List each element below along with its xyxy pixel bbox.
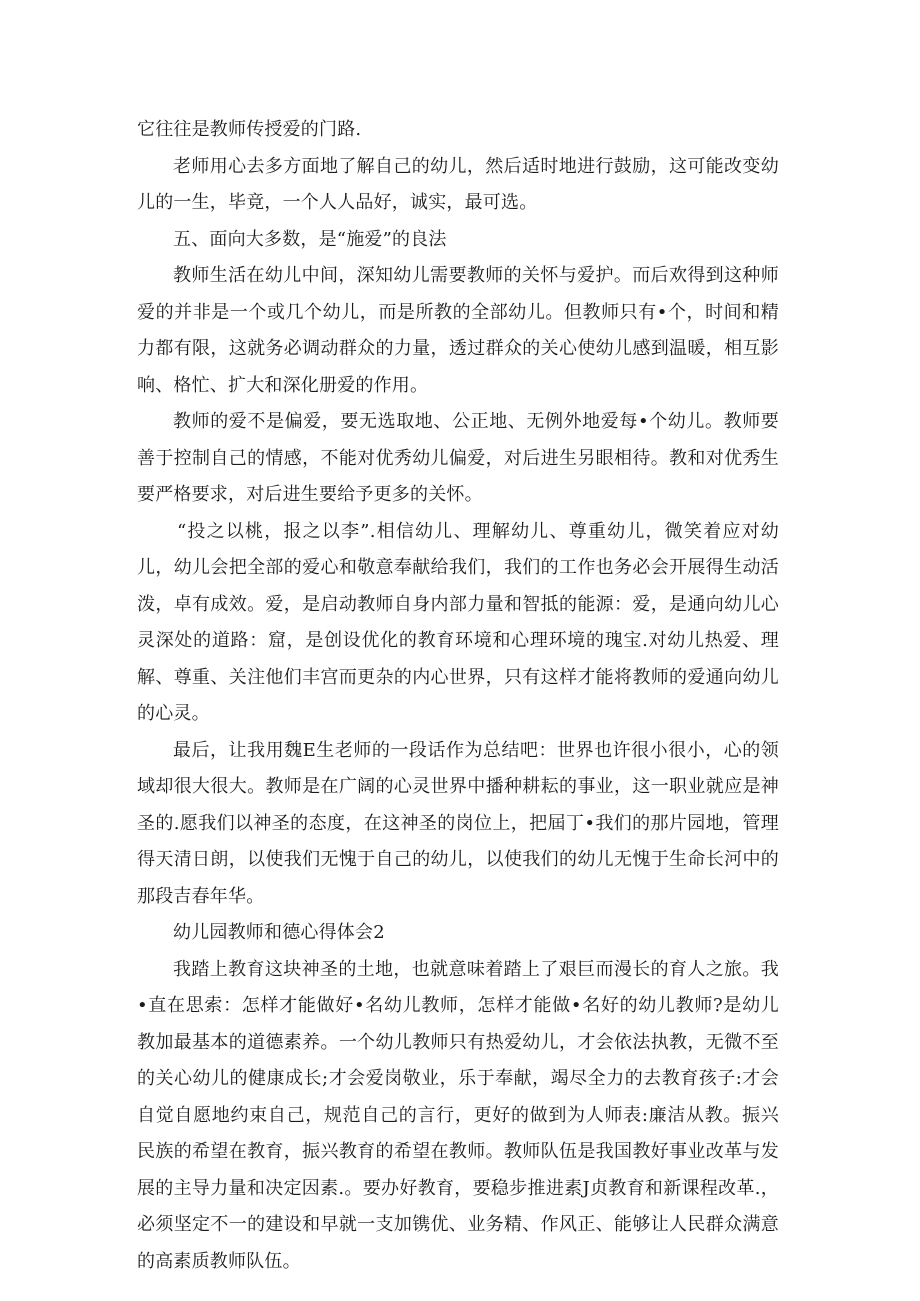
section-heading-experience-2: 幼儿园教师和德心得体会2 — [173, 922, 385, 943]
paragraph-education-journey: 我踏上教育这块神圣的土地，也就意味着踏上了艰巨而漫长的育人之旅。我•直在思索：怎样才能做好•名幼儿教师，怎样才能做•名好的幼儿教师?是幼儿教加最基本的道德素养。一个幼儿教师只有热爱幼儿，才会依法执教，无微不至的关心幼儿的健康成长;才会爱岗敬业，乐于奉献，竭尽全力的去教育孩子:才会自觉自愿地约束自己，规范自己的言行，更好的做到为人师表:廉洁从教。振兴民族的希望在教育，振兴教育的希望在教师。教师队伍是我国教好事业改革与发展的主导力量和决定因素.。要办好教育，要稳步推进素J贞教育和新课程改革.，必须坚定不一的建设和早就一支加镌优、业务精、作风正、能够让人民群众满意的高素质教师队伍。 — [137, 958, 779, 1272]
paragraph-not-partial-love: 教师的爱不是偏爱，要无选取地、公正地、无例外地爱每•个幼儿。教师要善于控制自己的情感，不能对优秀幼儿偏爱，对后进生另眼相待。教和对优秀生要严格要求，对后进生要给予更多的关怀。 — [137, 411, 779, 505]
paragraph-continuation: 它往往是教师传授爱的门路. — [137, 119, 362, 140]
document-page — [137, 112, 779, 1280]
paragraph-peach-plum: “投之以桃，报之以李”.相信幼儿、理解幼儿、尊重幼儿，微笑着应对幼儿，幼儿会把全部的爱心和敬意奉献给我们，我们的工作也务必会开展得生动活泼，卓有成效。爱，是启动教师自身内部力量和智抵的能源：爱，是通向幼儿心灵深处的道路：窟，是创设优化的教育环境和心理环境的瑰宝.对幼儿热爱、理解、尊重、关注他们丰宫而更杂的内心世界，只有这样才能将教师的爱通向幼儿的心灵。 — [137, 520, 779, 724]
paragraph-conclusion: 最后，让我用魏E生老师的一段话作为总结吧：世界也许很小很小，心的领域却很大很大。教师是在广阔的心灵世界中播种耕耘的事业，这一职业就应是神圣的.愿我们以神圣的态度，在这神圣的岗位上，把屆丁•我们的那片园地，管理得天清日朗，以使我们无愧于自己的幼儿，以使我们的幼儿无愧于生命长河中的那段吉春年华。 — [137, 739, 779, 907]
paragraph-teacher-life: 教师生活在幼儿中间，深知幼儿需要教师的关怀与爱护。而后欢得到这种师爱的并非是一个或几个幼儿，而是所教的全部幼儿。但教师只有•个，时间和精力都有限，这就务必调动群众的力量，透过群众的关心使幼儿感到温暖，相互影响、格忙、扩大和深化册爱的作用。 — [137, 265, 779, 396]
paragraph-understand-children: 老师用心去多方面地了解自己的幼儿，然后适时地进行鼓励，这可能改变幼儿的一生，毕竟，一个人人品好，诚实，最可选。 — [137, 155, 779, 213]
section-heading-five: 五、面向大多数，是“施爱”的良法 — [173, 228, 447, 250]
